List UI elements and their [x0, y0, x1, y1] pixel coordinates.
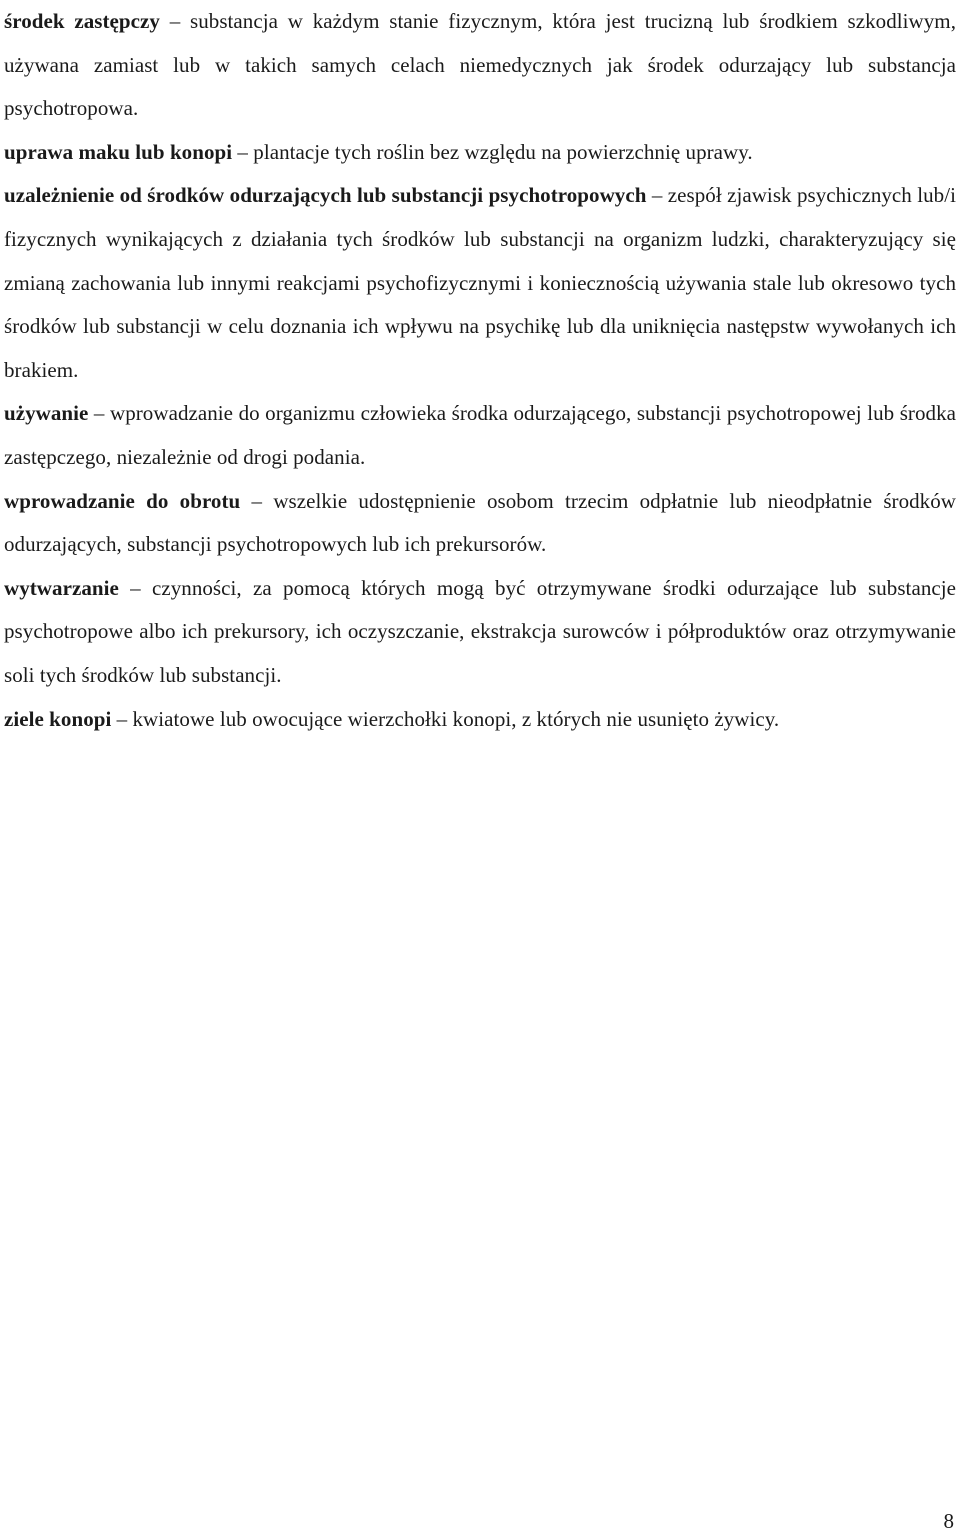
- definition-text: – kwiatowe lub owocujące wierzchołki konopi, z których nie usunięto żywicy.: [111, 706, 780, 731]
- term: wytwarzanie: [4, 575, 119, 600]
- definition-wytwarzanie: [4, 567, 956, 698]
- term: ziele konopi: [4, 706, 112, 731]
- document-page: [4, 0, 956, 741]
- definition-ziele-konopi: [4, 698, 956, 742]
- definition-uzaleznienie: [4, 174, 956, 392]
- term: środek zastępczy: [4, 9, 160, 33]
- term: uzależnienie od środków odurzających lub substancji psychotropowych: [4, 183, 647, 208]
- definition-text: – wprowadzanie do organizmu człowieka środka odurzającego, substancji psychotropowej lub środka zastępczego, niezależnie od drogi podania.: [4, 401, 956, 469]
- definition-text: – substancja w każdym stanie fizycznym, która jest trucizną lub środkiem szkodliwym, używana zamiast lub w takich samych celach niemedycznych jak środek odurzający lub substancja psychotropowa.: [4, 9, 956, 121]
- term: uprawa maku lub konopi: [4, 139, 233, 164]
- definition-wprowadzanie-do-obrotu: [4, 480, 956, 567]
- page-number: 8: [943, 1509, 954, 1533]
- definition-text: – czynności, za pomocą których mogą być otrzymywane środki odurzające lub substancje psychotropowe albo ich prekursory, ich oczyszczanie, ekstrakcja surowców i półproduktów oraz otrzymywanie soli tych środków lub substancji.: [4, 575, 956, 687]
- definition-uzywanie: [4, 392, 956, 479]
- definition-text: – plantacje tych roślin bez względu na powierzchnię uprawy.: [232, 139, 753, 164]
- definition-srodek-zastepczy: [4, 0, 956, 131]
- term: używanie: [4, 401, 89, 426]
- definition-text: – wszelkie udostępnienie osobom trzecim odpłatnie lub nieodpłatnie środków odurzających, substancji psychotropowych lub ich prekursorów.: [4, 488, 957, 557]
- definition-text: – zespół zjawisk psychicznych lub/i fizycznych wynikających z działania tych środków lub substancji na organizm ludzki, charakteryzujący się zmianą zachowania lub innymi reakcjami psychofizycznymi i koniecznością używania stale lub okresowo tych środków lub substancji w celu doznania ich wpływu na psychikę lub dla uniknięcia następstw wywołanych ich brakiem.: [4, 183, 956, 382]
- definition-uprawa-maku-lub-konopi: [4, 131, 956, 175]
- term: wprowadzanie do obrotu: [4, 488, 241, 513]
